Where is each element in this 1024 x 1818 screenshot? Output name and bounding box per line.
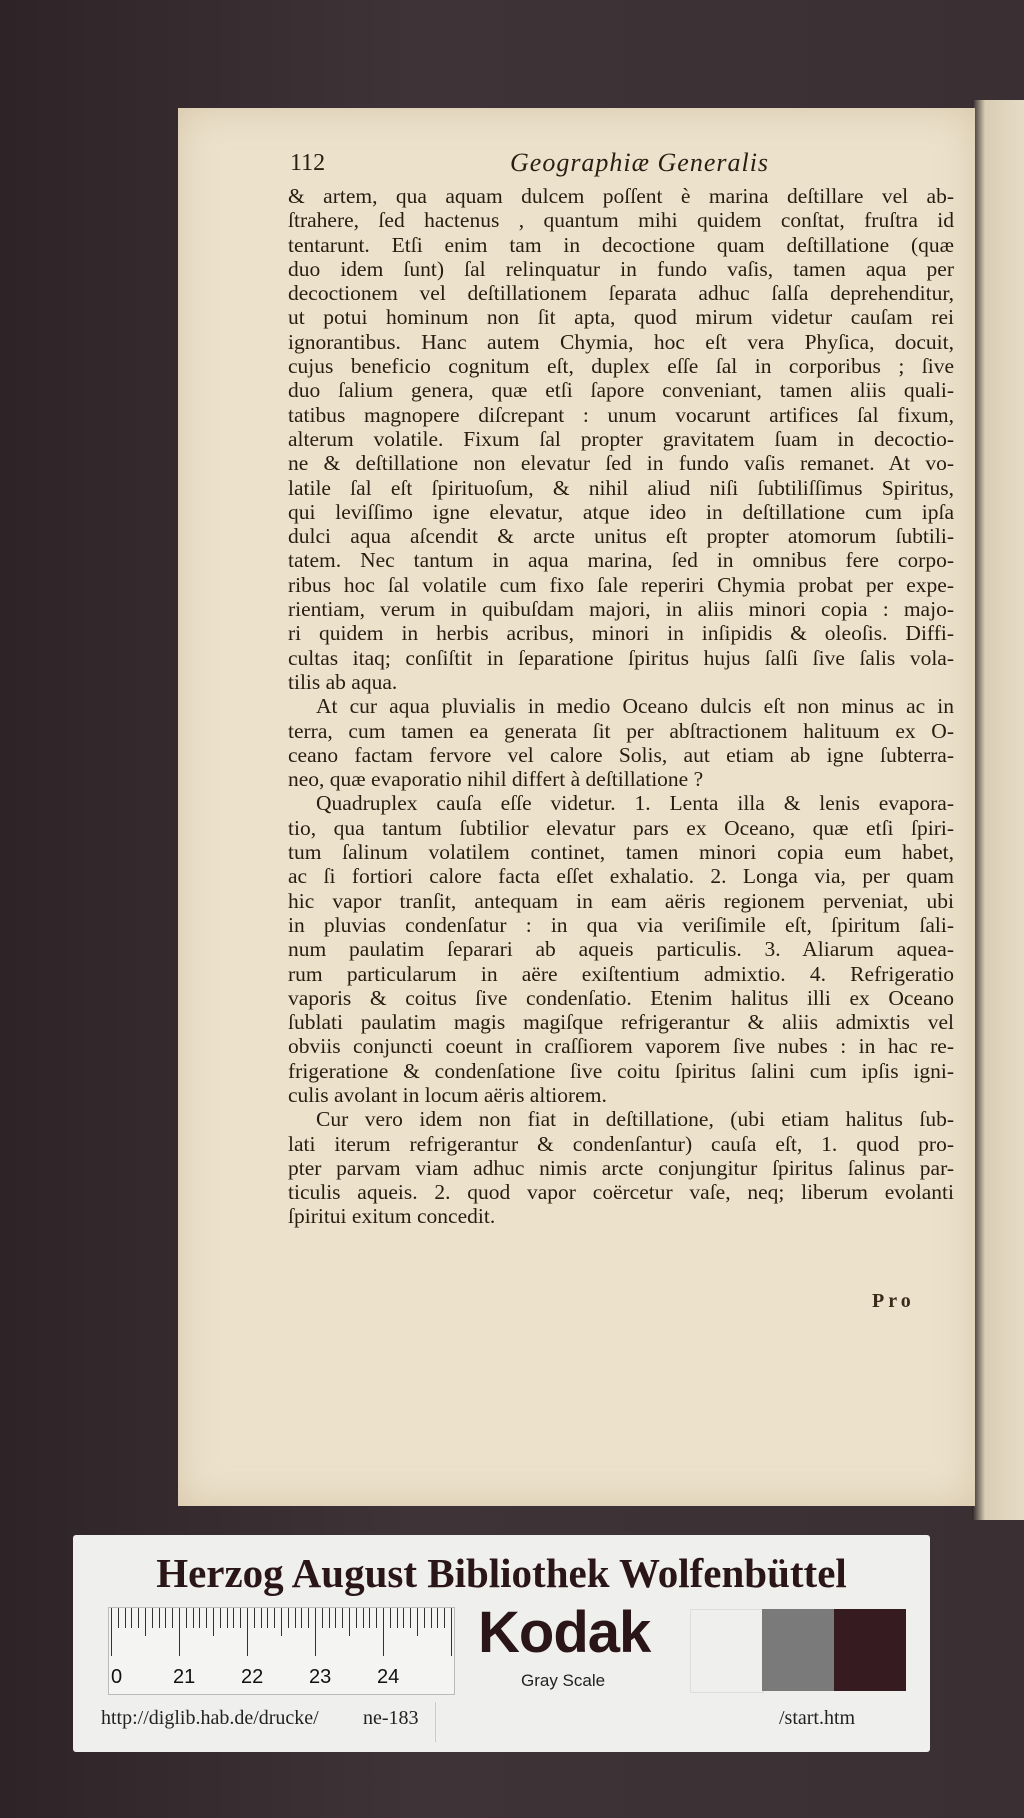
ruler-tick xyxy=(444,1608,445,1628)
url-id: ne-183 xyxy=(363,1707,419,1729)
ruler-tick xyxy=(397,1608,398,1628)
color-calibration-card xyxy=(73,1535,930,1752)
url-left: http://diglib.hab.de/drucke/ xyxy=(101,1707,319,1729)
text-line: tio, qua tantum ſubtilior elevatur pars ex Oceano, quæ etſi ſpiri- xyxy=(288,815,954,840)
ruler-tick xyxy=(220,1608,221,1628)
ruler-tick xyxy=(125,1608,126,1628)
kodak-logo: Kodak xyxy=(478,1600,651,1665)
ruler-tick xyxy=(233,1608,234,1628)
ruler-label: 24 xyxy=(377,1666,400,1688)
adjacent-page-edge xyxy=(972,100,1024,1520)
text-line: Cur vero idem non fiat in deſtillatione, (ubi etiam halitus ſub- xyxy=(316,1107,954,1132)
ruler-tick xyxy=(349,1608,350,1636)
gray-patch xyxy=(690,1609,764,1693)
ruler-tick xyxy=(254,1608,255,1628)
ruler-label: 21 xyxy=(173,1666,196,1688)
page-header xyxy=(290,150,954,180)
text-line: rientiam, verum in quibuſdam majori, in aliis minori copia : majo- xyxy=(288,597,954,622)
text-line: ne & deſtillatione non elevatur ſed in fundo vaſis remanet. At vo- xyxy=(288,451,954,476)
ruler-tick xyxy=(240,1608,241,1628)
library-name: Herzog August Bibliothek Wolfenbüttel xyxy=(156,1550,847,1596)
text-line: num paulatim ſeparari ab aqueis particulis. 3. Aliarum aquea- xyxy=(288,937,954,962)
ruler-tick xyxy=(342,1608,343,1628)
text-line: pter parvam viam adhuc nimis arcte conjungitur ſpiritus ſalinus par- xyxy=(288,1155,954,1180)
ruler-tick xyxy=(152,1608,153,1628)
ruler-tick xyxy=(138,1608,139,1628)
text-line: cultas itaq; conſiſtit in ſeparatione ſpiritus hujus ſalſi ſive ſalis vola- xyxy=(288,645,954,670)
text-line: ut potui hominum non ſit apta, quod mirum videtur cauſam rei xyxy=(288,305,954,330)
text-line: neo, quæ evaporatio nihil differt à deſtillatione ? xyxy=(288,767,704,792)
ruler-tick xyxy=(390,1608,391,1628)
ruler-tick xyxy=(165,1608,166,1628)
ruler-tick xyxy=(186,1608,187,1628)
ruler-tick xyxy=(199,1608,200,1628)
ruler-tick xyxy=(315,1608,316,1656)
text-line: culis avolant in locum aëris altiorem. xyxy=(288,1082,607,1107)
ruler-label: 0 xyxy=(111,1666,123,1688)
ruler-tick xyxy=(261,1608,262,1628)
text-line: ac ſi fortiori calore facta eſſet exhalatio. 2. Longa via, per quam xyxy=(288,864,954,889)
ruler-tick xyxy=(172,1608,173,1628)
text-line: Quadruplex cauſa eſſe videtur. 1. Lenta illa & lenis evapora- xyxy=(316,791,954,816)
ruler-tick xyxy=(329,1608,330,1628)
ruler-tick xyxy=(417,1608,418,1636)
ruler-tick xyxy=(363,1608,364,1628)
text-line: ſtrahere, ſed hactenus , quantum mihi quidem conſtat, fruſtra id xyxy=(288,208,954,233)
ruler-tick xyxy=(431,1608,432,1628)
text-line: ticulis aqueis. 2. quod vapor coërcetur vaſe, neq; liberum evolanti xyxy=(288,1180,954,1205)
text-line: decoctionem vel deſtillationem ſeparata adhuc ſalſa deprehenditur, xyxy=(288,281,954,306)
ruler-tick xyxy=(179,1608,180,1656)
text-line: & artem, qua aquam dulcem poſſent è marina deſtillare vel ab- xyxy=(288,184,954,208)
text-line: qui leviſſimo igne elevatur, atque ideo in deſtillatione cum ipſa xyxy=(288,499,954,524)
ruler-tick xyxy=(322,1608,323,1628)
text-line: ſpiritui exitum concedit. xyxy=(288,1204,496,1229)
ruler-tick xyxy=(451,1608,452,1656)
ruler-tick xyxy=(111,1608,112,1656)
text-line: in pluvias condenſatur : in qua via veriſimile eſt, ſpiritum ſali- xyxy=(288,912,954,937)
ruler-label: 22 xyxy=(241,1666,264,1688)
text-line: ri quidem in herbis acribus, minori in inſipidis & oleoſis. Diffi- xyxy=(288,621,954,646)
ruler-tick xyxy=(206,1608,207,1628)
gray-patch xyxy=(834,1609,906,1691)
text-line: At cur aqua pluvialis in medio Oceano dulcis eſt non minus ac in xyxy=(316,694,954,719)
ruler-tick xyxy=(301,1608,302,1628)
ruler-tick xyxy=(376,1608,377,1628)
text-line: rum particularum in aëre exiſtentium admixtio. 4. Refrigeratio xyxy=(288,961,954,986)
ruler-tick xyxy=(213,1608,214,1636)
ruler-tick xyxy=(288,1608,289,1628)
text-line: tentarunt. Etſi enim tam in decoctione quam deſtillatione (quæ xyxy=(288,232,954,257)
ruler-tick xyxy=(145,1608,146,1636)
ruler-tick xyxy=(193,1608,194,1628)
gray-patch xyxy=(762,1609,834,1691)
ruler-tick xyxy=(410,1608,411,1628)
gray-scale-label: Gray Scale xyxy=(521,1671,606,1690)
ruler-tick xyxy=(295,1608,296,1628)
text-line: ſublati paulatim magis magiſque refrigerantur & aliis admixtis vel xyxy=(288,1010,954,1035)
ruler-label: 23 xyxy=(309,1666,332,1688)
ruler-tick xyxy=(274,1608,275,1628)
text-line: tatibus magnopere diſcrepant : unum vocarunt artifices ſal fixum, xyxy=(288,402,954,427)
running-title: Geographiæ Generalis xyxy=(510,148,770,177)
text-line: ceano factam fervore vel calore Solis, aut etiam ab igne ſubterra- xyxy=(288,742,954,767)
ruler-tick xyxy=(131,1608,132,1628)
url-right: /start.htm xyxy=(779,1707,856,1729)
ruler-tick xyxy=(308,1608,309,1628)
text-line: vaporis & coitus ſive condenſatio. Etenim halitus illi ex Oceano xyxy=(288,985,954,1010)
ruler-tick xyxy=(383,1608,384,1656)
text-line: hic vapor tranſit, antequam in eam aëris regionem perveniat, ubi xyxy=(288,888,954,913)
catchword: Pro xyxy=(872,1290,915,1312)
page-number: 112 xyxy=(290,150,326,176)
text-line: latile ſal eſt ſpirituoſum, & nihil aliud niſi ſubtiliſſimus Spiritus, xyxy=(288,475,954,500)
text-line: duo ſalium genera, quæ etſi ſapore conveniant, tamen aliis quali- xyxy=(288,378,954,403)
ruler-tick xyxy=(247,1608,248,1656)
text-line: terra, cum tamen ea generata ſit per abſtractionem halituum ex O- xyxy=(288,718,954,743)
text-line: tilis ab aqua. xyxy=(288,669,398,694)
text-line: tum ſalinum volatilem continet, tamen minori copia eum habet, xyxy=(288,840,954,865)
ruler-tick xyxy=(118,1608,119,1628)
ruler-tick xyxy=(403,1608,404,1628)
text-line: cujus beneficio cognitum eſt, duplex eſſe ſal in corporibus ; ſive xyxy=(288,354,954,379)
text-line: duo idem ſunt) ſal relinquatur in fundo vaſis, tamen aqua per xyxy=(288,256,954,281)
ruler-tick xyxy=(281,1608,282,1636)
ruler-tick xyxy=(356,1608,357,1628)
ruler xyxy=(108,1607,455,1695)
text-line: frigeratione & condenſatione ſive coitu ſpiritus ſalini cum ipſis igni- xyxy=(288,1058,954,1083)
ruler-tick xyxy=(159,1608,160,1628)
ruler-tick xyxy=(369,1608,370,1628)
text-line: tatem. Nec tantum in aqua marina, ſed in omnibus fere corpo- xyxy=(288,548,954,573)
ruler-tick xyxy=(267,1608,268,1628)
text-line: ribus hoc ſal volatile cum fixo ſale reperiri Chymia probat per expe- xyxy=(288,572,954,597)
ruler-tick xyxy=(424,1608,425,1628)
text-line: lati iterum refrigerantur & condenſantur) cauſa eſt, 1. quod pro- xyxy=(288,1131,954,1156)
page-body-text xyxy=(288,184,954,1229)
text-line: dulci aqua aſcendit & arcte unitus eſt propter atomorum ſubtili- xyxy=(288,524,954,549)
text-line: ignorantibus. Hanc autem Chymia, hoc eſt vera Phyſica, docuit, xyxy=(288,329,954,354)
ruler-tick xyxy=(335,1608,336,1628)
ruler-tick xyxy=(227,1608,228,1628)
text-line: obviis conjuncti coeunt in craſſiorem vaporem ſive nubes : in hac re- xyxy=(288,1034,954,1059)
text-line: alterum volatile. Fixum ſal propter gravitatem ſuam in decoctio- xyxy=(288,426,954,451)
ruler-tick xyxy=(437,1608,438,1628)
